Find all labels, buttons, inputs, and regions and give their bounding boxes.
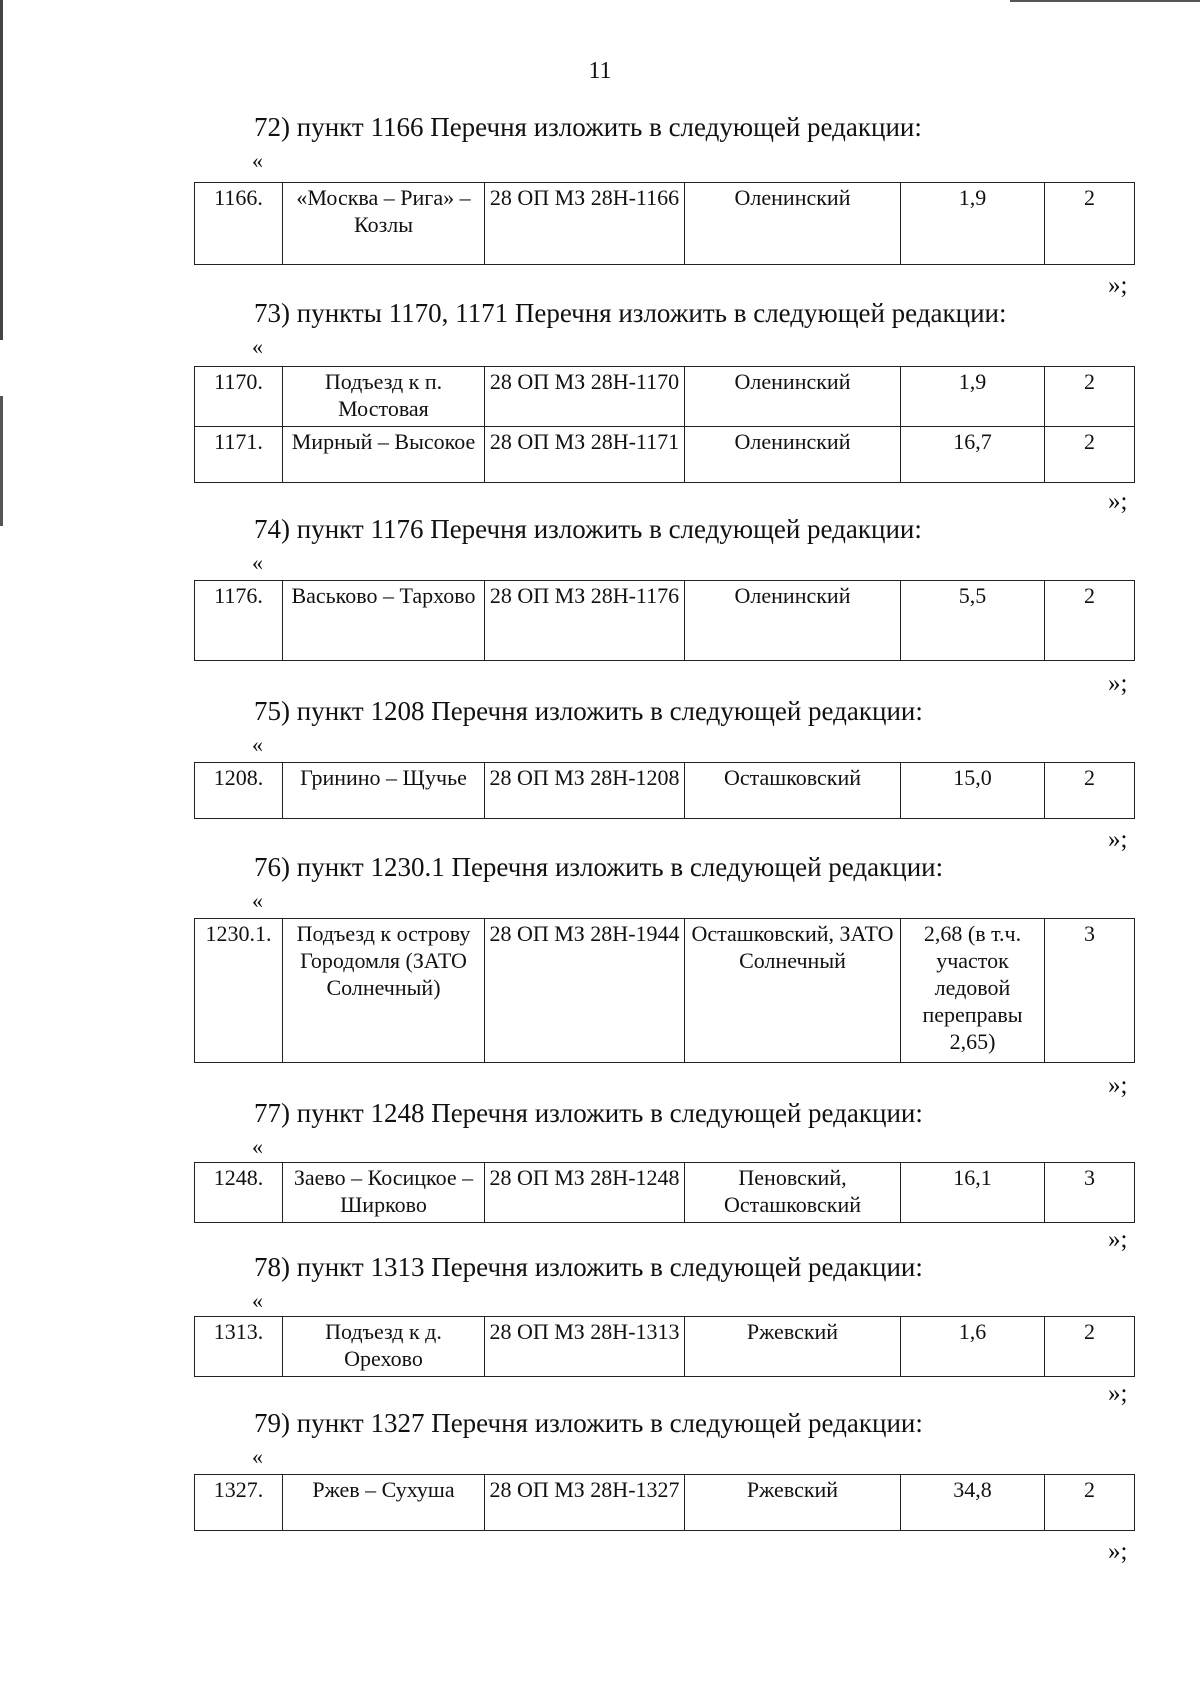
road-table xyxy=(194,762,1135,819)
cell-category: 3 xyxy=(1045,919,1135,1063)
section-heading: 75) пункт 1208 Перечня изложить в следующей редакции: xyxy=(254,696,923,726)
cell-district: Осташковский, ЗАТО Солнечный xyxy=(685,919,901,1063)
cell-road-code: 28 ОП МЗ 28Н-1170 xyxy=(485,367,685,427)
cell-category: 2 xyxy=(1045,581,1135,661)
cell-district: Пеновский, Осташковский xyxy=(685,1163,901,1223)
table-row xyxy=(195,1317,1135,1377)
cell-road-code: 28 ОП МЗ 28Н-1248 xyxy=(485,1163,685,1223)
cell-road-name: Ржев – Сухуша xyxy=(283,1475,485,1531)
cell-road-name: Подъезд к п. Мостовая xyxy=(283,367,485,427)
cell-road-code: 28 ОП МЗ 28Н-1176 xyxy=(485,581,685,661)
section-heading: 72) пункт 1166 Перечня изложить в следующей редакции: xyxy=(254,112,922,142)
cell-category: 2 xyxy=(1045,183,1135,265)
cell-district: Оленинский xyxy=(685,183,901,265)
cell-district: Оленинский xyxy=(685,427,901,483)
quote-open: « xyxy=(252,888,263,913)
cell-road-name: Васьково – Тархово xyxy=(283,581,485,661)
cell-number: 1313. xyxy=(195,1317,283,1377)
quote-close: »; xyxy=(1108,488,1128,515)
quote-close: »; xyxy=(1108,1226,1128,1253)
quote-close: »; xyxy=(1108,670,1128,697)
cell-category: 2 xyxy=(1045,763,1135,819)
cell-length: 34,8 xyxy=(901,1475,1045,1531)
cell-number: 1171. xyxy=(195,427,283,483)
cell-length: 1,9 xyxy=(901,183,1045,265)
cell-district: Осташковский xyxy=(685,763,901,819)
cell-road-name: Мирный – Высокое xyxy=(283,427,485,483)
cell-road-name: Гринино – Щучье xyxy=(283,763,485,819)
table-row xyxy=(195,1475,1135,1531)
road-table xyxy=(194,366,1135,483)
scan-edge xyxy=(0,0,3,340)
section-heading: 79) пункт 1327 Перечня изложить в следующей редакции: xyxy=(254,1408,923,1438)
scan-edge xyxy=(0,396,3,526)
quote-close: »; xyxy=(1108,1380,1128,1407)
quote-open: « xyxy=(252,1444,263,1469)
cell-category: 3 xyxy=(1045,1163,1135,1223)
cell-district: Оленинский xyxy=(685,581,901,661)
quote-open: « xyxy=(252,550,263,575)
cell-road-code: 28 ОП МЗ 28Н-1208 xyxy=(485,763,685,819)
cell-length: 1,9 xyxy=(901,367,1045,427)
table-row xyxy=(195,763,1135,819)
road-table xyxy=(194,580,1135,661)
cell-length: 1,6 xyxy=(901,1317,1045,1377)
cell-road-name: Подъезд к д. Орехово xyxy=(283,1317,485,1377)
cell-road-name: Подъезд к острову Городомля (ЗАТО Солнечный) xyxy=(283,919,485,1063)
quote-close: »; xyxy=(1108,1538,1128,1565)
table-row xyxy=(195,1163,1135,1223)
cell-district: Ржевский xyxy=(685,1475,901,1531)
cell-number: 1327. xyxy=(195,1475,283,1531)
cell-number: 1208. xyxy=(195,763,283,819)
quote-open: « xyxy=(252,732,263,757)
cell-length: 5,5 xyxy=(901,581,1045,661)
table-row xyxy=(195,183,1135,265)
quote-open: « xyxy=(252,1288,263,1313)
cell-road-code: 28 ОП МЗ 28Н-1171 xyxy=(485,427,685,483)
cell-length: 16,7 xyxy=(901,427,1045,483)
cell-category: 2 xyxy=(1045,367,1135,427)
cell-category: 2 xyxy=(1045,427,1135,483)
cell-road-code: 28 ОП МЗ 28Н-1327 xyxy=(485,1475,685,1531)
quote-open: « xyxy=(252,148,263,173)
cell-length: 15,0 xyxy=(901,763,1045,819)
cell-road-name: «Москва – Рига» – Козлы xyxy=(283,183,485,265)
cell-category: 2 xyxy=(1045,1317,1135,1377)
quote-close: »; xyxy=(1108,1072,1128,1099)
section-heading: 74) пункт 1176 Перечня изложить в следующей редакции: xyxy=(254,514,922,544)
cell-number: 1170. xyxy=(195,367,283,427)
table-row xyxy=(195,427,1135,483)
quote-close: »; xyxy=(1108,826,1128,853)
table-row xyxy=(195,581,1135,661)
cell-length: 2,68 (в т.ч. участок ледовой переправы 2,65) xyxy=(901,919,1045,1063)
cell-number: 1248. xyxy=(195,1163,283,1223)
cell-district: Ржевский xyxy=(685,1317,901,1377)
cell-number: 1176. xyxy=(195,581,283,661)
cell-road-code: 28 ОП МЗ 28Н-1944 xyxy=(485,919,685,1063)
cell-road-code: 28 ОП МЗ 28Н-1313 xyxy=(485,1317,685,1377)
road-table xyxy=(194,182,1135,265)
road-table xyxy=(194,1316,1135,1377)
quote-close: »; xyxy=(1108,272,1128,299)
scan-edge xyxy=(1010,0,1200,2)
table-row xyxy=(195,367,1135,427)
cell-road-name: Заево – Косицкое – Ширково xyxy=(283,1163,485,1223)
cell-length: 16,1 xyxy=(901,1163,1045,1223)
cell-number: 1166. xyxy=(195,183,283,265)
cell-category: 2 xyxy=(1045,1475,1135,1531)
section-heading: 76) пункт 1230.1 Перечня изложить в следующей редакции: xyxy=(254,852,944,882)
cell-number: 1230.1. xyxy=(195,919,283,1063)
road-table xyxy=(194,1474,1135,1531)
section-heading: 78) пункт 1313 Перечня изложить в следующей редакции: xyxy=(254,1252,923,1282)
quote-open: « xyxy=(252,1134,263,1159)
road-table xyxy=(194,918,1135,1063)
table-row xyxy=(195,919,1135,1063)
road-table xyxy=(194,1162,1135,1223)
cell-road-code: 28 ОП МЗ 28Н-1166 xyxy=(485,183,685,265)
section-heading: 73) пункты 1170, 1171 Перечня изложить в следующей редакции: xyxy=(254,298,1007,328)
cell-district: Оленинский xyxy=(685,367,901,427)
section-heading: 77) пункт 1248 Перечня изложить в следующей редакции: xyxy=(254,1098,923,1128)
quote-open: « xyxy=(252,334,263,359)
page-number: 11 xyxy=(588,58,612,84)
